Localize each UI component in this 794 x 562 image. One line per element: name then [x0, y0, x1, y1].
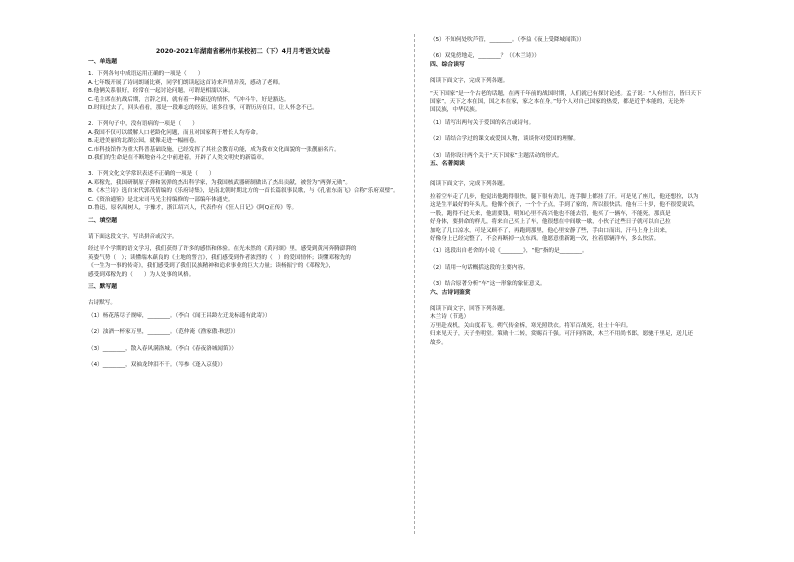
- passage-line: 加吃了几口凉水，可是又顾不了，再跑到那里，他心里安静了些，手由口而出，汗马上身上出来，: [430, 227, 671, 234]
- section-heading-recitation: 三、默写题: [88, 283, 117, 290]
- option-line: D.我们的生命是在不断地奋斗之中前进着，开辟了人类文明史的新篇章。: [88, 155, 268, 162]
- fill-intro: 请下面这段文字，写出拼音或汉字。: [88, 233, 178, 240]
- option-line: A.七年级开展了诗词朗诵比赛，同学们朗读起这首诗来声情并茂，感动了老师。: [88, 79, 284, 86]
- section-heading-single-choice: 一、单选题: [88, 59, 117, 65]
- passage-line: 国家”，天下之本在国，国之本在家，家之本在身。”每个人对自己国家的热爱，都是近乎本能的，无论外: [430, 99, 685, 106]
- sub-question: （1）请写出两句关于爱国的名言或诗句。: [430, 119, 535, 126]
- recite-item: （6）双兔傍地走，________？（《木兰诗》）: [430, 53, 540, 60]
- section-heading-fill-in: 二、填空题: [88, 217, 117, 224]
- fill-text-line: 感受到邓稼先的（ ）为人处事的风格。: [88, 271, 195, 278]
- sub-question: （2）请用一句话概括这段的主要内容。: [430, 264, 529, 271]
- option-line: D.鲁迅，原名周树人，字豫才，浙江绍兴人，代表作有《狂人日记》《阿Q正传》等。: [88, 205, 298, 212]
- passage-intro: 阅读下面文字，完成下列各题。: [430, 181, 509, 188]
- option-line: C.《资治通鉴》是北宋司马光主持编修的一部编年体通史。: [88, 196, 234, 203]
- option-line: D.时间过去了，回头看看，那是一段难忘的经历，诸多往事，可谓历历在目，让人怀念不已。: [88, 105, 318, 112]
- question-line: 1．下列各句中成语运用正确的一项是（ ）: [88, 71, 204, 78]
- sub-question: （1）选段出自老舍的小说《________》，“他”指的是________。: [430, 248, 588, 255]
- option-line: B.走进美丽的北湖公园，就像走进一幅画卷。: [88, 138, 200, 145]
- passage-line: 国民族，中华民族。: [430, 107, 481, 114]
- poem-title: 木兰诗（节选）: [430, 314, 470, 321]
- option-line: A.我国不仅可以缓解人口老龄化问题，而且对国家利于增长人均寿命。: [88, 129, 262, 136]
- passage-line: 好身体，要拼命的样儿，将来自己买上了车，他很想在中间歇一歇，小伙子过些日子就可以自己拉: [430, 219, 671, 226]
- poem-line: 故乡。: [430, 339, 447, 346]
- question-line: 2．下列句子中，没有语病的一项是（ ）: [88, 121, 198, 128]
- option-line: C.市科技馆作为重大科普基础设施，已经发挥了其社会教育功能，成为我市文化面貌的一张靓丽名片。: [88, 146, 340, 153]
- passage-line: 好像身上已经完整了，不会再断掉一点东西。他愿意重新跑一次，拉着那辆洋车，多么快活。: [430, 235, 660, 242]
- column-divider: [414, 34, 415, 534]
- passage-intro: 阅读下面文字，回答下列各题。: [430, 305, 509, 312]
- option-line: B.他俩关系很好，经常在一起讨论问题，可谓是相濡以沫。: [88, 88, 234, 95]
- passage-line: 这是生平最好的年头儿，他像个孩子，一个个子点，手到了家的，所以很快活。他有三十岁，他不很爱说话，: [430, 202, 699, 209]
- recite-intro: 古诗默写。: [88, 300, 116, 307]
- recite-item: （2）浊酒一杯家万里，________。（范仲淹《渔家傲·秋思》）: [88, 329, 239, 336]
- option-line: B.《木兰诗》选自宋代郭茂倩编的《乐府诗集》，是南北朝时期北方的一首长篇叙事民歌，与《孔雀东南飞》合称“乐府双璧”。: [88, 188, 399, 195]
- section-heading-integrated: 四、综合读写: [430, 61, 465, 68]
- right-column: [430, 36, 750, 347]
- poem-line: 万里赴戎机，关山度若飞。朔气传金柝，寒光照铁衣。将军百战死，壮士十年归。: [430, 322, 632, 329]
- option-line: A.邓稼先，我国研制原子弹和氢弹的杰出科学家，为我国核武器研制做出了杰出贡献，被誉为“两弹元勋”。: [88, 179, 352, 186]
- recite-item: （5）不知何处吹芦管，________。（李益《夜上受降城闻笛》）: [430, 37, 585, 43]
- left-column: [88, 58, 398, 369]
- passage-line: “天下国家”是一个古老的话题，在两千年前的战国时期，人们就已有探讨论述。孟子说：“人有恒言，皆曰天下: [430, 90, 702, 97]
- option-line: C.毛主席在抗战后期，言辞之间，就有着一种豪迈的情怀，气冲斗牛，好是豁达。: [88, 96, 290, 103]
- section-heading-poetry: 六、古诗词鉴赏: [430, 289, 471, 296]
- exam-title: 2020-2021年湖南省郴州市某校初二（下）4月月考语文试卷: [155, 48, 331, 55]
- fill-text-line: 经过半个学期的语文学习，我们获得了许多的感悟和体验。在光未然的《黄河颂》里，感受到黄河奔腾澎湃的: [88, 246, 357, 253]
- question-line: 3．下列文化文学常识表述不正确的一项是（ ）: [88, 171, 215, 178]
- fill-text-line: 英姿气势（ ）；读懂端木蕻良的《土地的誓言》，我们感受到作者浓烈的（ ）的爱国情怀；读懂邓稼先的: [88, 254, 351, 261]
- poem-line: 归来见天子，天子坐明堂。策勋十二转，赏赐百千强。可汗问所欲，木兰不用尚书郎，愿驰千里足，送儿还: [430, 331, 693, 338]
- sub-question: （3）请你设计两个关于“天下国家”主题活动的形式。: [430, 152, 563, 159]
- passage-intro: 阅读下面文字，完成下列各题。: [430, 78, 509, 85]
- sub-question: （2）请结合学过的课文或爱国人物，谈谈你对爱国的理解。: [430, 136, 579, 143]
- fill-text-line: 《一生为一事的传奇》，我们感受到了我们民族精神和追求事业的巨大力量；读杨振宁的《邓稼先》，: [88, 263, 335, 270]
- recite-item: （3）________，散入春风满洛城。（李白《春夜洛城闻笛》）: [88, 345, 237, 352]
- passage-line: 一股，跑得不过天来，他需要钱，明知心里不高兴他也不能去管，他买了一辆车，不能死，那真是: [430, 210, 671, 217]
- recite-item: （1）杨花落尽子规啼，________。（李白《闻王昌龄左迁龙标遥有此寄》）: [88, 312, 271, 319]
- sub-question: （3）结合原著分析“车”这一形象的象征意义。: [430, 281, 546, 288]
- passage-line: 拉着空车走了几步，他觉出他跑得很快，腿下很有劲儿，连手脚上都挂了汗。可是见了座儿，他还想拉，以为: [430, 193, 699, 200]
- section-heading-classics: 五、名著阅读: [430, 161, 465, 168]
- recite-item: （4）________，双袖龙钟泪不干。（岑参《逢入京使》）: [88, 361, 226, 368]
